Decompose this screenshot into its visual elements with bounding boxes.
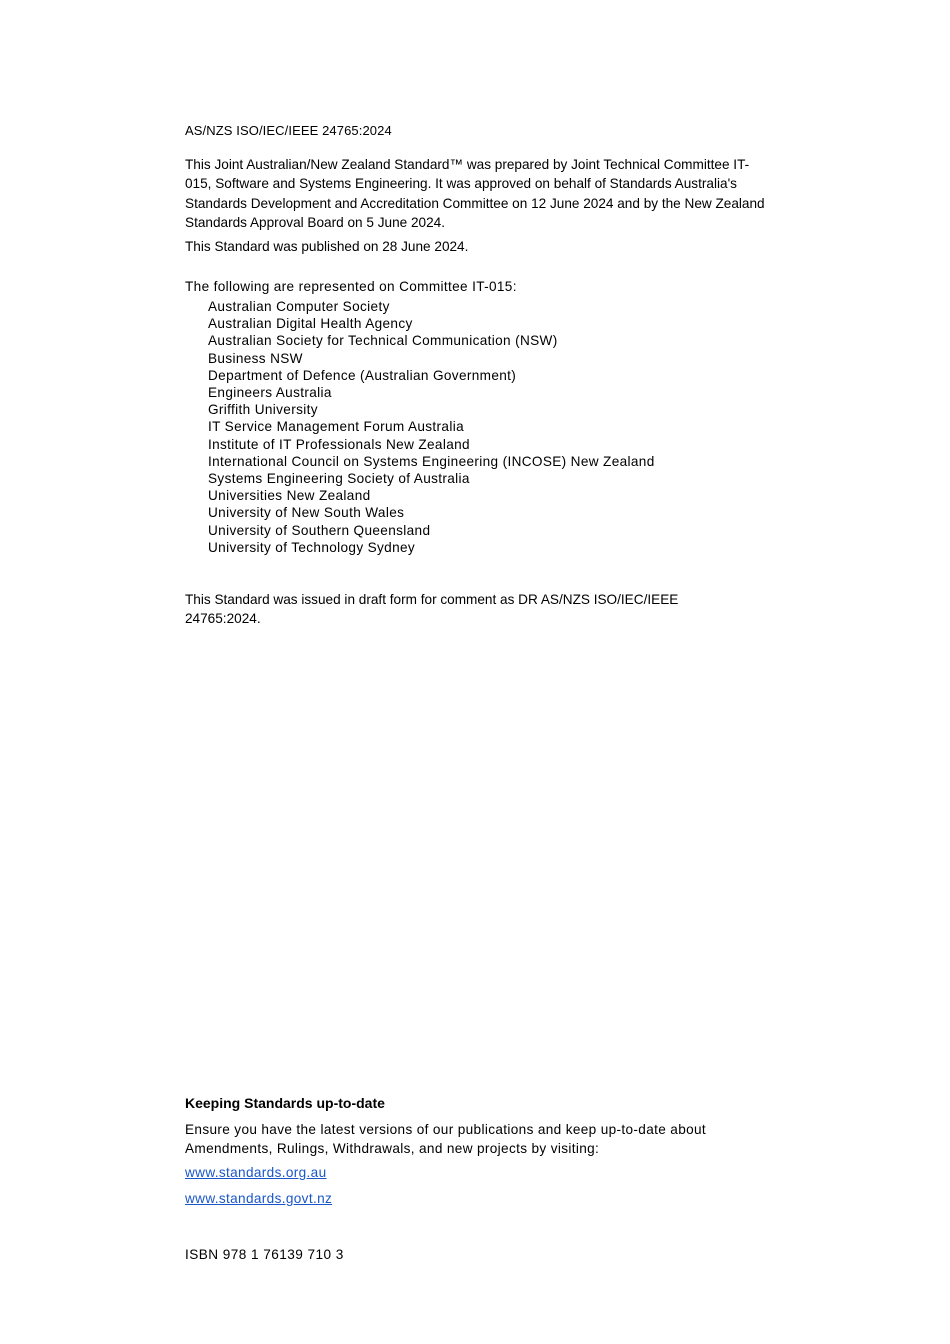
keeping-up-to-date-body: Ensure you have the latest versions of our publications and keep up-to-date about Amendments, Rulings, Withdrawals, and new projects by visiting: [185,1122,707,1157]
standards-new-zealand-link[interactable]: www.standards.govt.nz [185,1191,333,1206]
committee-member: Australian Society for Technical Communication (NSW) [208,333,558,349]
committee-member: Griffith University [208,402,318,418]
committee-member: IT Service Management Forum Australia [208,419,464,435]
isbn-number: ISBN 978 1 76139 710 3 [185,1247,344,1262]
committee-member: Department of Defence (Australian Government) [208,367,517,383]
committee-member: Engineers Australia [208,385,332,401]
document-identifier: AS/NZS ISO/IEC/IEEE 24765:2024 [185,123,392,138]
committee-member: International Council on Systems Engineering (INCOSE) New Zealand [208,453,655,469]
standards-australia-link[interactable]: www.standards.org.au [185,1165,327,1180]
publication-date-line: This Standard was published on 28 June 2024. [185,239,469,254]
committee-intro: The following are represented on Committee IT-015: [185,279,517,294]
committee-member: Australian Digital Health Agency [208,316,413,332]
keeping-up-to-date-heading: Keeping Standards up-to-date [185,1095,385,1111]
draft-note: This Standard was issued in draft form for comment as DR AS/NZS ISO/IEC/IEEE 24765:2024. [185,592,679,627]
committee-member: Universities New Zealand [208,488,371,504]
committee-member: University of Southern Queensland [208,522,431,538]
committee-member: University of New South Wales [208,505,405,521]
committee-member: University of Technology Sydney [208,539,416,555]
committee-member-list [208,298,655,556]
approval-paragraph: This Joint Australian/New Zealand Standard™ was prepared by Joint Technical Committee IT-015, Software and Systems Engineering. It was approved on behalf of Standards Australia's Standards Development and Accreditation Committee on 12 June 2024 and by the New Zealand Standards Approval Board on 5 June 2024. [185,157,765,230]
committee-member: Business NSW [208,350,303,366]
committee-member: Institute of IT Professionals New Zealand [208,436,470,452]
committee-member: Australian Computer Society [208,299,390,314]
committee-member: Systems Engineering Society of Australia [208,471,470,487]
